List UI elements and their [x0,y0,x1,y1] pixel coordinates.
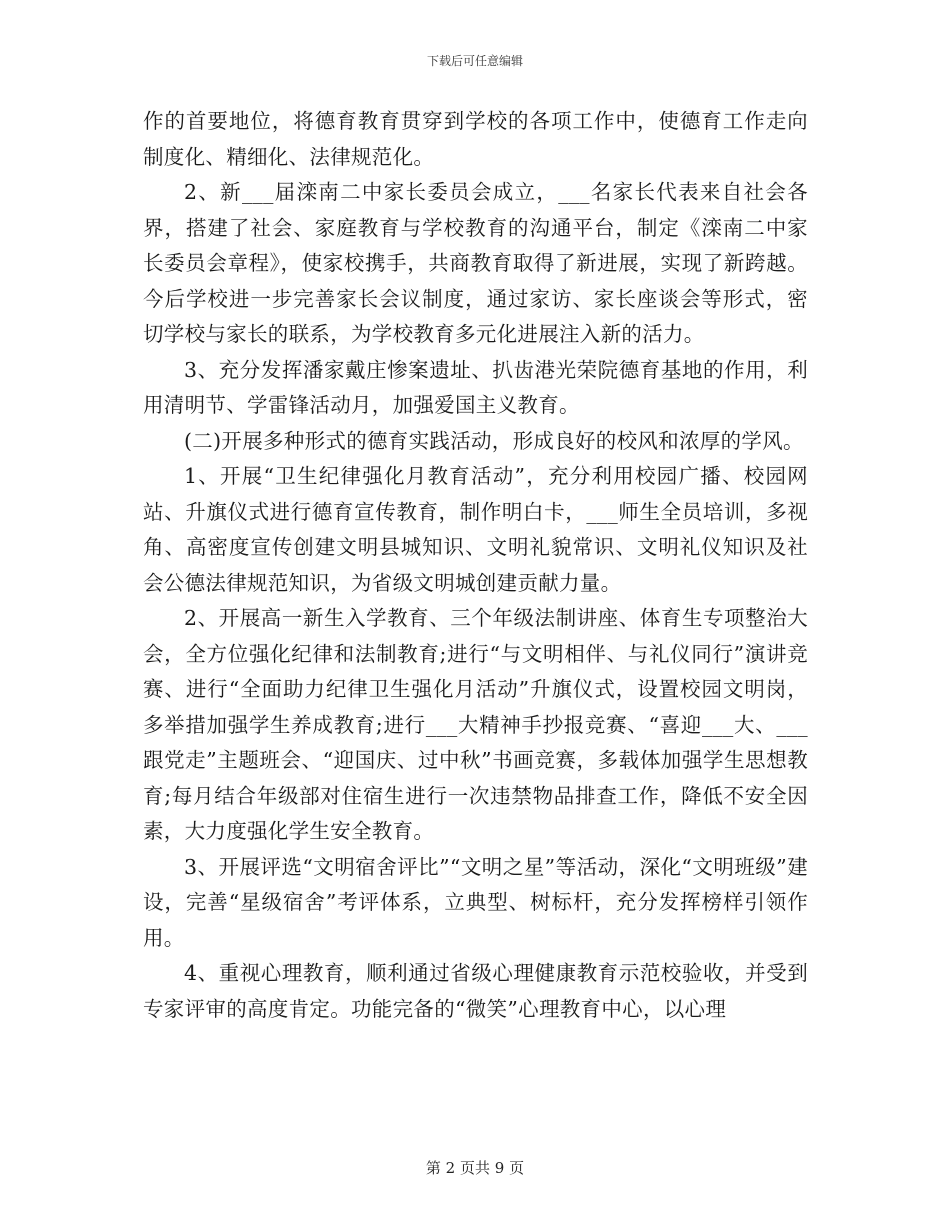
page-header: 下载后可任意编辑 [426,54,523,68]
paragraph-psychological-education: 4、重视心理教育，顺利通过省级心理健康教育示范校验收，并受到专家评审的高度肯定。功能完备的“微笑”心理教育中心，以心理 [143,961,808,1021]
paragraph-continued: 作的首要地位，将德育教育贯穿到学校的各项工作中，使德育工作走向制度化、精细化、法律规范化。 [143,109,808,169]
paragraph-civilized-dorm: 3、开展评选“文明宿舍评比”“文明之星”等活动，深化“文明班级”建设，完善“星级宿舍”考评体系，立典型、树标杆，充分发挥榜样引领作用。 [143,854,808,950]
section-heading-practice-activities: (二)开展多种形式的德育实践活动，形成良好的校风和浓厚的学风。 [184,428,804,453]
paragraph-freshman-education: 2、开展高一新生入学教育、三个年级法制讲座、体育生专项整治大会，全方位强化纪律和法制教育;进行“与文明相伴、与礼仪同行”演讲竞赛、进行“全面助力纪律卫生强化月活动”升旗仪式，设置校园文明岗，多举措加强学生养成教育;进行___大精神手抄报竞赛、“喜迎___大、___跟党走”主题班会、“迎国庆、过中秋”书画竞赛，多载体加强学生思想教育;每月结合年级部对住宿生进行一次违禁物品排查工作，降低不安全因素，大力度强化学生安全教育。 [143,606,808,843]
paragraph-parent-committee: 2、新___届滦南二中家长委员会成立，___名家长代表来自社会各界，搭建了社会、家庭教育与学校教育的沟通平台，制定《滦南二中家长委员会章程》，使家校携手，共商教育取得了新进展，实现了新跨越。今后学校进一步完善家长会议制度，通过家访、家长座谈会等形式，密切学校与家长的联系，为学校教育多元化进展注入新的活力。 [143,180,808,346]
document-body [143,104,808,1027]
page-footer: 第 2 页共 9 页 [425,1159,525,1177]
paragraph-hygiene-discipline-month: 1、开展“卫生纪律强化月教育活动”，充分利用校园广播、校园网站、升旗仪式进行德育宣传教育，制作明白卡，___师生全员培训，多视角、高密度宣传创建文明县城知识、文明礼貌常识、文明礼仪知识及社会公德法律规范知识，为省级文明城创建贡献力量。 [143,464,808,595]
paragraph-patriotic-education: 3、充分发挥潘家戴庄惨案遗址、扒齿港光荣院德育基地的作用，利用清明节、学雷锋活动月，加强爱国主义教育。 [143,357,808,417]
